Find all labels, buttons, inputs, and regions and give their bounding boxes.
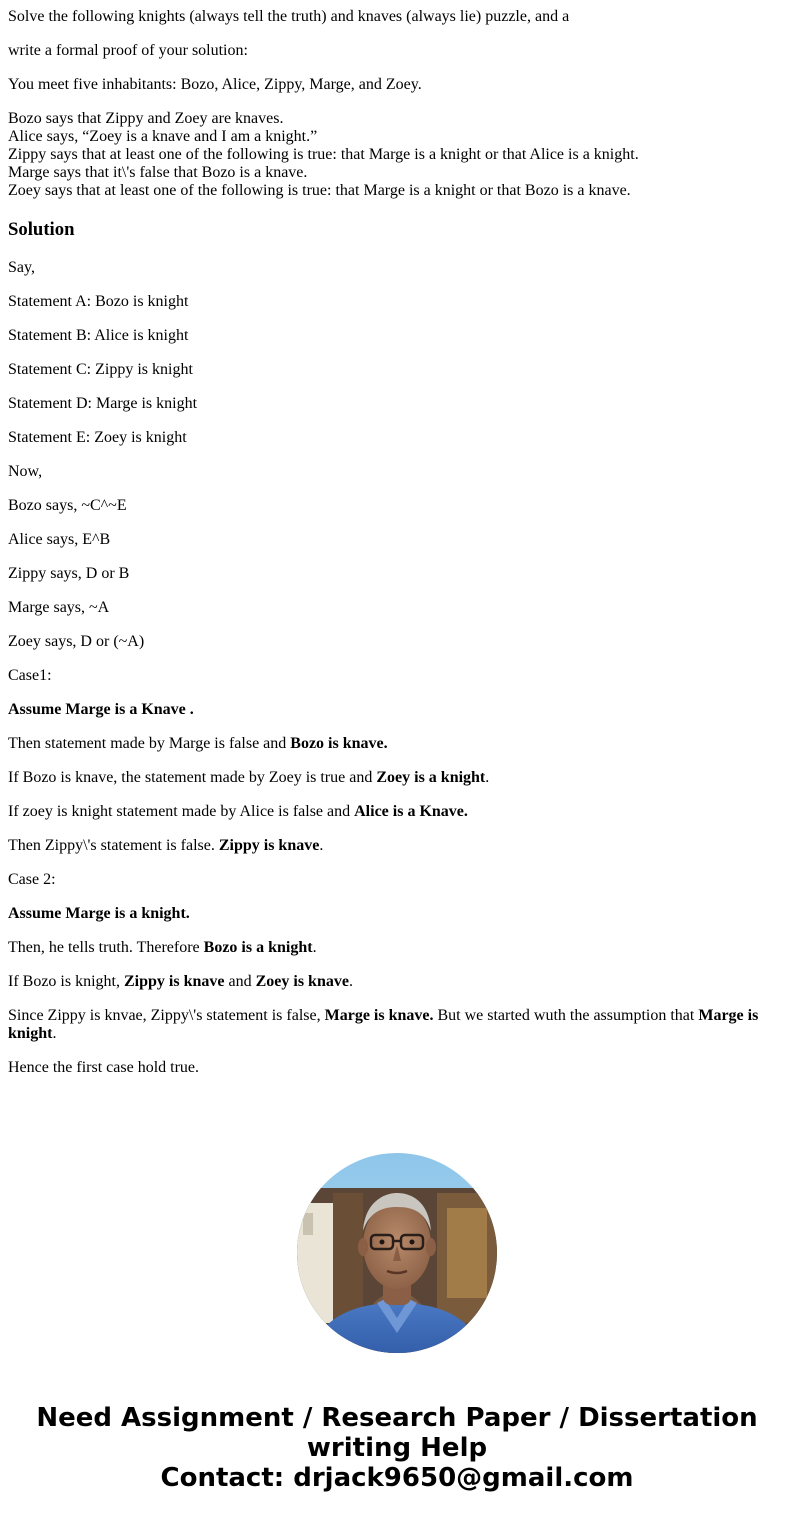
case1-label: Case1:	[8, 667, 52, 684]
claim-zippy: Zippy says that at least one of the following is true: that Marge is a knight or that Alice is a knight.	[8, 146, 639, 163]
case2-step-3: Since Zippy is knvae, Zippy\'s statement is false, Marge is knave. But we started wuth the assumption that Marge is knight.	[8, 1007, 759, 1042]
case1-step-1: Then statement made by Marge is false and Bozo is knave.	[8, 735, 388, 752]
promo-line-2: writing Help	[306, 1433, 488, 1463]
claim-bozo: Bozo says that Zippy and Zoey are knaves.	[8, 110, 284, 127]
statement-d: Statement D: Marge is knight	[8, 395, 198, 412]
formula-marge: Marge says, ~A	[8, 599, 110, 616]
statement-e: Statement E: Zoey is knight	[8, 429, 187, 446]
claim-zoey: Zoey says that at least one of the following is true: that Marge is a knight or that Bozo is a knave.	[8, 182, 631, 199]
case1-assumption: Assume Marge is a Knave .	[8, 701, 194, 718]
case1-step-4: Then Zippy\'s statement is false. Zippy is knave.	[8, 837, 324, 854]
formula-bozo: Bozo says, ~C^~E	[8, 497, 127, 514]
say-line: Say,	[8, 259, 35, 276]
formula-zippy: Zippy says, D or B	[8, 565, 130, 582]
avatar	[297, 1153, 497, 1353]
avatar-photo	[297, 1153, 497, 1353]
solution-heading: Solution	[8, 219, 75, 240]
case1-step-3: If zoey is knight statement made by Alice is false and Alice is a Knave.	[8, 803, 468, 820]
promo-contact: Contact: drjack9650@gmail.com	[160, 1463, 634, 1493]
claim-alice: Alice says, “Zoey is a knave and I am a knight.”	[8, 128, 318, 145]
intro-line-2: write a formal proof of your solution:	[8, 42, 248, 59]
formula-zoey: Zoey says, D or (~A)	[8, 633, 145, 650]
statement-c: Statement C: Zippy is knight	[8, 361, 193, 378]
case2-label: Case 2:	[8, 871, 56, 888]
formula-alice: Alice says, E^B	[8, 531, 111, 548]
case2-assumption: Assume Marge is a knight.	[8, 905, 190, 922]
case1-step-2: If Bozo is knave, the statement made by Zoey is true and Zoey is a knight.	[8, 769, 490, 786]
intro-line-3: You meet five inhabitants: Bozo, Alice, Zippy, Marge, and Zoey.	[8, 76, 422, 93]
now-line: Now,	[8, 463, 43, 480]
statement-b: Statement B: Alice is knight	[8, 327, 189, 344]
promo-line-1: Need Assignment / Research Paper / Dissertation	[36, 1403, 758, 1433]
promo-banner	[0, 1403, 794, 1493]
case2-step-1: Then, he tells truth. Therefore Bozo is a knight.	[8, 939, 317, 956]
conclusion: Hence the first case hold true.	[8, 1059, 200, 1076]
case2-step-2: If Bozo is knight, Zippy is knave and Zoey is knave.	[8, 973, 353, 990]
statement-a: Statement A: Bozo is knight	[8, 293, 189, 310]
intro-line-1: Solve the following knights (always tell the truth) and knaves (always lie) puzzle, and a	[8, 8, 570, 25]
claim-marge: Marge says that it\'s false that Bozo is a knave.	[8, 164, 308, 181]
